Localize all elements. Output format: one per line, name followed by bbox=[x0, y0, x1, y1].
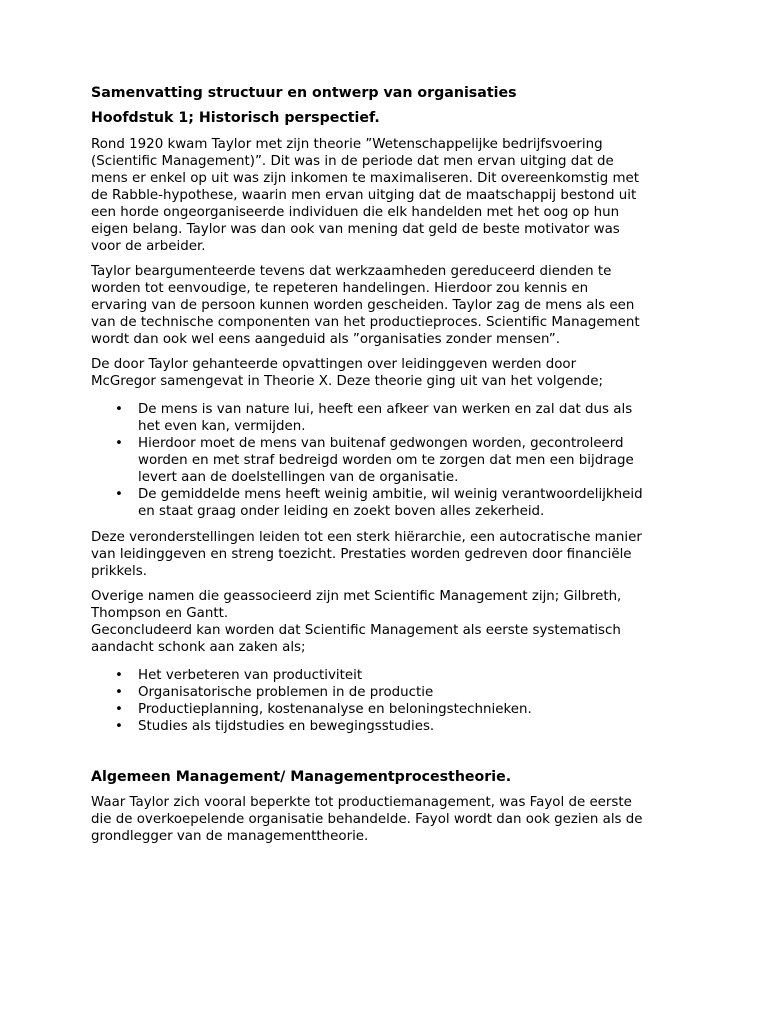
list-item bbox=[91, 718, 688, 735]
paragraph: De door Taylor gehanteerde opvattingen over leidinggeven werden door McGregor samengevat in Theorie X. Deze theorie ging uit van het volgende; bbox=[91, 357, 604, 389]
list-item-text: Het verbeteren van productiviteit bbox=[138, 668, 363, 683]
list-item-text: Organisatorische problemen in de productie bbox=[138, 685, 434, 700]
paragraph: Taylor beargumenteerde tevens dat werkzaamheden gereduceerd dienden te worden tot eenvoudige, te repeteren handelingen. Hierdoor zou kennis en ervaring van de persoon kunnen worden gescheiden. Taylor zag de mens als een van de technische componenten van het productieproces. Scientific Management wordt dan ook wel eens aangeduid als ”organisaties zonder mensen”. bbox=[91, 264, 640, 347]
bullet-dot: • bbox=[115, 487, 123, 502]
theory-x-bullet-list bbox=[91, 401, 688, 520]
paragraph: Overige namen die geassocieerd zijn met Scientific Management zijn; Gilbreth, Thompson en Gantt. Geconcludeerd kan worden dat Scientific Management als eerste systematisch aandacht schonk aan zaken als; bbox=[91, 589, 622, 655]
list-item bbox=[91, 435, 688, 486]
list-item bbox=[91, 684, 688, 701]
section-heading: Algemeen Management/ Managementprocestheorie. bbox=[91, 769, 512, 785]
list-item bbox=[91, 486, 688, 520]
list-item bbox=[91, 401, 688, 435]
list-item-text: De mens is van nature lui, heeft een afkeer van werken en zal dat dus als het even kan, vermijden. bbox=[138, 402, 633, 434]
paragraph: Waar Taylor zich vooral beperkte tot productiemanagement, was Fayol de eerste die de overkoepelende organisatie behandelde. Fayol wordt dan ook gezien als de grondlegger van de managementtheorie. bbox=[91, 795, 643, 844]
bullet-dot: • bbox=[115, 685, 123, 700]
paragraph: Rond 1920 kwam Taylor met zijn theorie ”Wetenschappelijke bedrijfsvoering (Scientific Management)”. Dit was in de periode dat men ervan uitging dat de mens er enkel op uit was zijn inkomen te maximaliseren. Dit overeenkomstig met de Rabble-hypothese, waarin men ervan uitging dat de maatschappij bestond uit een horde ongeorganiseerde individuen die elk handelden met het oog op hun eigen belang. Taylor was dan ook van mening dat geld de beste motivator was voor de arbeider. bbox=[91, 137, 640, 254]
list-item-text: Hierdoor moet de mens van buitenaf gedwongen worden, gecontroleerd worden en met straf bedreigd worden om te zorgen dat men een bijdrage levert aan de doelstellingen van de organisatie. bbox=[138, 436, 634, 485]
chapter-heading: Hoofdstuk 1; Historisch perspectief. bbox=[91, 110, 380, 126]
list-item bbox=[91, 667, 688, 684]
bullet-dot: • bbox=[115, 719, 123, 734]
list-item bbox=[91, 701, 688, 718]
bullet-dot: • bbox=[115, 702, 123, 717]
bullet-dot: • bbox=[115, 402, 123, 417]
list-item-text: Productieplanning, kostenanalyse en beloningstechnieken. bbox=[138, 702, 532, 717]
list-item-text: Studies als tijdstudies en bewegingsstudies. bbox=[138, 719, 435, 734]
topics-bullet-list bbox=[91, 667, 688, 735]
bullet-dot: • bbox=[115, 436, 123, 451]
paragraph: Deze veronderstellingen leiden tot een sterk hiërarchie, een autocratische manier van leidinggeven en streng toezicht. Prestaties worden gedreven door financiële prikkels. bbox=[91, 530, 642, 579]
bullet-dot: • bbox=[115, 668, 123, 683]
document-title: Samenvatting structuur en ontwerp van organisaties bbox=[91, 85, 517, 101]
list-item-text: De gemiddelde mens heeft weinig ambitie, wil weinig verantwoordelijkheid en staat graag onder leiding en zoekt boven alles zekerheid. bbox=[138, 487, 643, 519]
